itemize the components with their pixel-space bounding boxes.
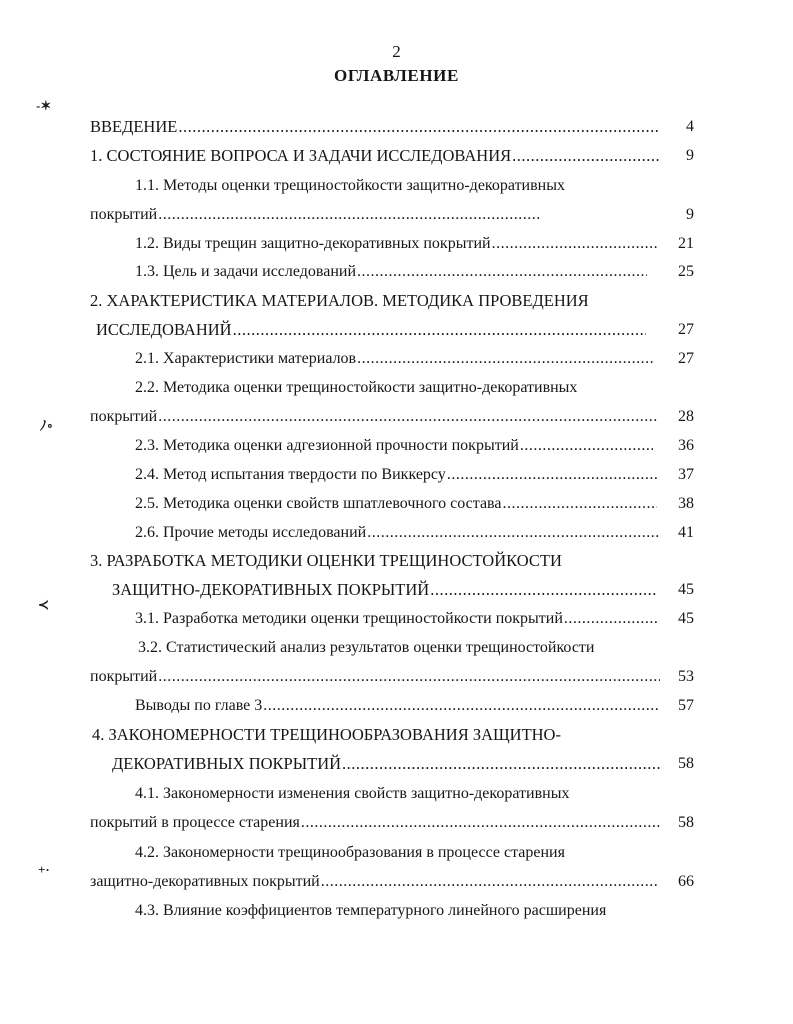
toc-label: защитно-декоративных покрытий bbox=[90, 873, 320, 890]
toc-page: 57 bbox=[678, 697, 694, 714]
toc-page: 38 bbox=[678, 495, 694, 512]
toc-page: 58 bbox=[678, 814, 694, 831]
toc-entry-section-2-1[interactable] bbox=[135, 349, 655, 369]
toc-page: 9 bbox=[686, 206, 694, 223]
dot-leader bbox=[357, 349, 655, 369]
toc-entry-chapter-4-line1[interactable]: 4. ЗАКОНОМЕРНОСТИ ТРЕЩИНООБРАЗОВАНИЯ ЗАЩИТНО- bbox=[92, 725, 561, 744]
toc-entry-section-4-1[interactable] bbox=[90, 813, 660, 833]
toc-label: покрытий в процессе старения bbox=[90, 814, 300, 831]
toc-label: ВВЕДЕНИЕ bbox=[90, 117, 178, 136]
toc-page: 28 bbox=[678, 408, 694, 425]
dot-leader bbox=[233, 320, 646, 340]
toc-label: покрытий bbox=[90, 668, 158, 685]
dot-leader bbox=[178, 117, 658, 137]
toc-label: 2.3. Методика оценки адгезионной прочности покрытий bbox=[135, 437, 519, 454]
dot-leader bbox=[447, 465, 659, 485]
toc-label: 1. СОСТОЯНИЕ ВОПРОСА И ЗАДАЧИ ИССЛЕДОВАНИЯ bbox=[90, 146, 512, 165]
dot-leader bbox=[342, 754, 660, 774]
toc-label: 2.5. Методика оценки свойств шпатлевочного состава bbox=[135, 495, 502, 512]
toc-page: 4 bbox=[686, 118, 694, 135]
toc-entry-section-2-2[interactable] bbox=[90, 407, 658, 427]
toc-entry-chapter-1[interactable] bbox=[90, 146, 660, 166]
toc-entry-section-3-1[interactable] bbox=[135, 609, 657, 629]
margin-mark: +· bbox=[38, 862, 50, 877]
toc-entry-chapter-4[interactable] bbox=[112, 754, 660, 774]
toc-entry-section-1-3[interactable] bbox=[135, 262, 647, 282]
toc-entry-section-2-4[interactable] bbox=[135, 465, 659, 485]
dot-leader bbox=[492, 234, 657, 254]
toc-page: 25 bbox=[678, 263, 694, 280]
toc-label: 1.3. Цель и задачи исследований bbox=[135, 263, 357, 280]
dot-leader bbox=[158, 667, 660, 687]
toc-page: 36 bbox=[678, 437, 694, 454]
toc-page: 45 bbox=[678, 610, 694, 627]
toc-entry-section-1-1[interactable] bbox=[90, 205, 540, 225]
toc-label: 3.1. Разработка методики оценки трещиностойкости покрытий bbox=[135, 610, 563, 627]
dot-leader bbox=[367, 523, 659, 543]
toc-page: 21 bbox=[678, 235, 694, 252]
dot-leader bbox=[512, 146, 660, 166]
toc-page: 45 bbox=[678, 581, 694, 598]
margin-mark: ﾉ∘ bbox=[40, 418, 54, 433]
dot-leader bbox=[158, 205, 540, 225]
toc-entry-section-2-3[interactable] bbox=[135, 436, 653, 456]
toc-label: покрытий bbox=[90, 206, 158, 223]
toc-entry-intro[interactable] bbox=[90, 117, 658, 137]
toc-entry-section-2-5[interactable] bbox=[135, 494, 657, 514]
toc-label: ИССЛЕДОВАНИЙ bbox=[96, 320, 232, 339]
toc-label: ЗАЩИТНО-ДЕКОРАТИВНЫХ ПОКРЫТИЙ bbox=[112, 580, 430, 599]
toc-page: 41 bbox=[678, 524, 694, 541]
toc-label: ДЕКОРАТИВНЫХ ПОКРЫТИЙ bbox=[112, 754, 342, 773]
toc-entry-chapter-3-line1[interactable]: 3. РАЗРАБОТКА МЕТОДИКИ ОЦЕНКИ ТРЕЩИНОСТОЙКОСТИ bbox=[90, 551, 562, 570]
toc-page: 27 bbox=[678, 350, 694, 367]
toc-page: 9 bbox=[686, 147, 694, 164]
toc-entry-section-4-2-line1[interactable]: 4.2. Закономерности трещинообразования в процессе старения bbox=[135, 844, 565, 861]
page-title: ОГЛАВЛЕНИЕ bbox=[334, 66, 459, 85]
toc-entry-section-4-3-line1[interactable]: 4.3. Влияние коэффициентов температурного линейного расширения bbox=[135, 902, 607, 919]
toc-entry-chapter-3-conclusions[interactable] bbox=[135, 696, 659, 716]
toc-entry-chapter-2[interactable] bbox=[96, 320, 646, 340]
margin-mark: -✶ bbox=[36, 98, 52, 113]
dot-leader bbox=[357, 262, 647, 282]
page-number: 2 bbox=[392, 42, 401, 61]
toc-entry-chapter-3[interactable] bbox=[112, 580, 657, 600]
dot-leader bbox=[263, 696, 659, 716]
dot-leader bbox=[321, 872, 658, 892]
toc-label: 2.1. Характеристики материалов bbox=[135, 350, 357, 367]
dot-leader bbox=[502, 494, 657, 514]
toc-entry-section-2-2-line1[interactable]: 2.2. Методика оценки трещиностойкости защитно-декоративных bbox=[135, 379, 578, 396]
toc-label: Выводы по главе 3 bbox=[135, 697, 263, 714]
dot-leader bbox=[301, 813, 660, 833]
dot-leader bbox=[520, 436, 653, 456]
toc-label: 1.2. Виды трещин защитно-декоративных покрытий bbox=[135, 235, 491, 252]
toc-label: 2.6. Прочие методы исследований bbox=[135, 524, 367, 541]
toc-entry-section-1-1-line1[interactable]: 1.1. Методы оценки трещиностойкости защитно-декоративных bbox=[135, 177, 565, 194]
toc-entry-section-2-6[interactable] bbox=[135, 523, 659, 543]
dot-leader bbox=[158, 407, 658, 427]
toc-entry-section-3-2[interactable] bbox=[90, 667, 660, 687]
toc-entry-chapter-2-line1[interactable]: 2. ХАРАКТЕРИСТИКА МАТЕРИАЛОВ. МЕТОДИКА ПРОВЕДЕНИЯ bbox=[90, 291, 589, 310]
dot-leader bbox=[564, 609, 657, 629]
toc-page: 53 bbox=[678, 668, 694, 685]
toc-entry-section-4-1-line1[interactable]: 4.1. Закономерности изменения свойств защитно-декоративных bbox=[135, 785, 570, 802]
toc-entry-section-3-2-line1[interactable]: 3.2. Статистический анализ результатов оценки трещиностойкости bbox=[138, 639, 595, 656]
toc-entry-section-1-2[interactable] bbox=[135, 234, 657, 254]
toc-label: покрытий bbox=[90, 408, 158, 425]
toc-entry-section-4-2[interactable] bbox=[90, 872, 658, 892]
toc-page: 37 bbox=[678, 466, 694, 483]
toc-page: 27 bbox=[678, 321, 694, 338]
toc-page: 58 bbox=[678, 755, 694, 772]
toc-label: 2.4. Метод испытания твердости по Виккерсу bbox=[135, 466, 446, 483]
margin-mark: ≺ bbox=[38, 597, 49, 612]
dot-leader bbox=[430, 580, 657, 600]
toc-page: 66 bbox=[678, 873, 694, 890]
